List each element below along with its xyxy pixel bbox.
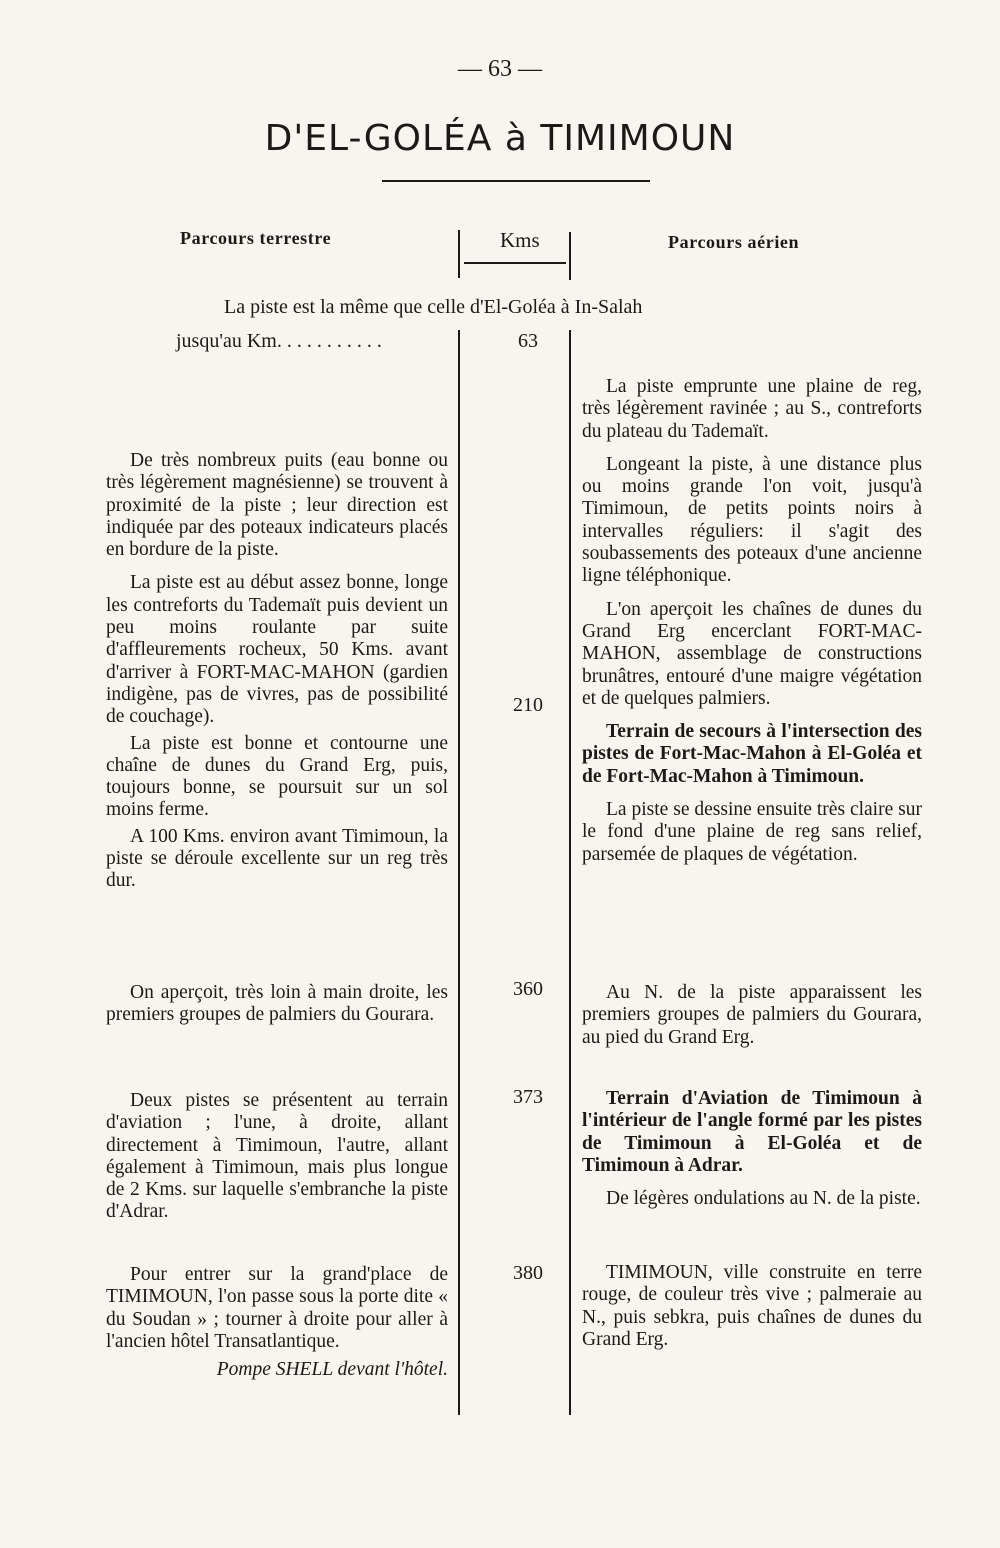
land-paragraph: A 100 Kms. environ avant Timimoun, la piste se déroule excellente sur un reg très dur. bbox=[106, 825, 448, 892]
air-paragraph: Au N. de la piste apparaissent les premiers groupes de palmiers du Gourara, au pied du Grand Erg. bbox=[582, 982, 922, 1048]
land-paragraph: Deux pistes se présentent au terrain d'aviation ; l'une, à droite, allant directement à Timimoun, l'autre, allant également à Timimoun, mais plus longue de 2 Kms. sur laquelle s'embranche la piste d'Adrar. bbox=[106, 1090, 448, 1223]
separator-left-top bbox=[458, 230, 460, 278]
air-paragraph: La piste emprunte une plaine de reg, très légèrement ravinée ; au S., contreforts du plateau du Tademaït. bbox=[582, 376, 922, 442]
intro-line-cont: jusqu'au Km. . . . . . . . . . . bbox=[176, 330, 382, 352]
land-route-block-4 bbox=[106, 1264, 448, 1381]
land-route-block-3 bbox=[106, 1090, 448, 1224]
page-number: — 63 — bbox=[458, 56, 542, 82]
header-land-route: Parcours terrestre bbox=[180, 228, 332, 248]
km-360: 360 bbox=[513, 978, 543, 1000]
land-route-block-1 bbox=[106, 450, 448, 893]
land-paragraph-shell: Pompe SHELL devant l'hôtel. bbox=[216, 1359, 448, 1381]
air-paragraph-emergency-field: Terrain de secours à l'intersection des pistes de Fort-Mac-Mahon à El-Goléa et de Fort-Mac-Mahon à Timimoun. bbox=[582, 721, 922, 787]
land-paragraph: On aperçoit, très loin à main droite, les premiers groupes de palmiers du Gourara. bbox=[106, 982, 448, 1026]
header-kms: Kms bbox=[500, 228, 540, 252]
air-route-block-1 bbox=[582, 376, 922, 866]
separator-left bbox=[458, 330, 460, 1415]
land-route-block-2 bbox=[106, 982, 448, 1027]
air-paragraph: La piste se dessine ensuite très claire sur le fond d'une plaine de reg sans relief, parsemée de plaques de végétation. bbox=[582, 799, 922, 865]
air-paragraph-airfield: Terrain d'Aviation de Timimoun à l'intérieur de l'angle formé par les pistes de Timimoun à El-Goléa et de Timimoun à Adrar. bbox=[582, 1088, 922, 1176]
air-route-block-3 bbox=[582, 1088, 922, 1210]
air-route-block-4 bbox=[582, 1262, 922, 1351]
land-paragraph: De très nombreux puits (eau bonne ou très légèrement magnésienne) se trouvent à proximité de la piste ; leur direction est indiquée par des poteaux indicateurs placés en bordure de la piste. bbox=[106, 450, 448, 561]
air-paragraph: L'on aperçoit les chaînes de dunes du Grand Erg encerclant FORT-MAC-MAHON, assemblage de constructions brunâtres, entouré d'une maigre végétation et de quelques palmiers. bbox=[582, 598, 922, 709]
kms-header-rule bbox=[464, 262, 566, 264]
air-paragraph: TIMIMOUN, ville construite en terre rouge, de couleur très vive ; palmeraie au N., puis sebkra, puis chaînes de dunes du Grand Erg. bbox=[582, 1262, 922, 1350]
page-title: D'EL-GOLÉA à TIMIMOUN bbox=[264, 118, 736, 159]
km-63: 63 bbox=[518, 330, 538, 352]
separator-right-top bbox=[569, 232, 571, 280]
air-paragraph: De légères ondulations au N. de la piste. bbox=[606, 1188, 921, 1210]
title-rule bbox=[382, 180, 650, 182]
km-210: 210 bbox=[513, 694, 543, 716]
land-paragraph: La piste est bonne et contourne une chaîne de dunes du Grand Erg, puis, toujours bonne, se poursuit sur un sol moins ferme. bbox=[106, 732, 448, 821]
km-380: 380 bbox=[513, 1262, 543, 1284]
intro-line: La piste est la même que celle d'El-Goléa à In-Salah bbox=[224, 296, 643, 318]
header-air-route: Parcours aérien bbox=[668, 232, 800, 252]
land-paragraph: Pour entrer sur la grand'place de TIMIMOUN, l'on passe sous la porte dite « du Soudan » ; tourner à droite pour aller à l'ancien hôtel Transatlantique. bbox=[106, 1264, 448, 1352]
air-route-block-2 bbox=[582, 982, 922, 1049]
separator-right bbox=[569, 330, 571, 1415]
land-paragraph: La piste est au début assez bonne, longe les contreforts du Tademaït puis devient un peu moins roulante par suite d'affleurements rocheux, 50 Kms. avant d'arriver à FORT-MAC-MAHON (gardien indigène, pas de vivres, pas de possibilité de couchage). bbox=[106, 572, 448, 728]
km-373: 373 bbox=[513, 1086, 543, 1108]
air-paragraph: Longeant la piste, à une distance plus ou moins grande l'on voit, jusqu'à Timimoun, de petits points noirs à intervalles réguliers: il s'agit des soubassements des poteaux d'une ancienne ligne téléphonique. bbox=[582, 453, 922, 587]
